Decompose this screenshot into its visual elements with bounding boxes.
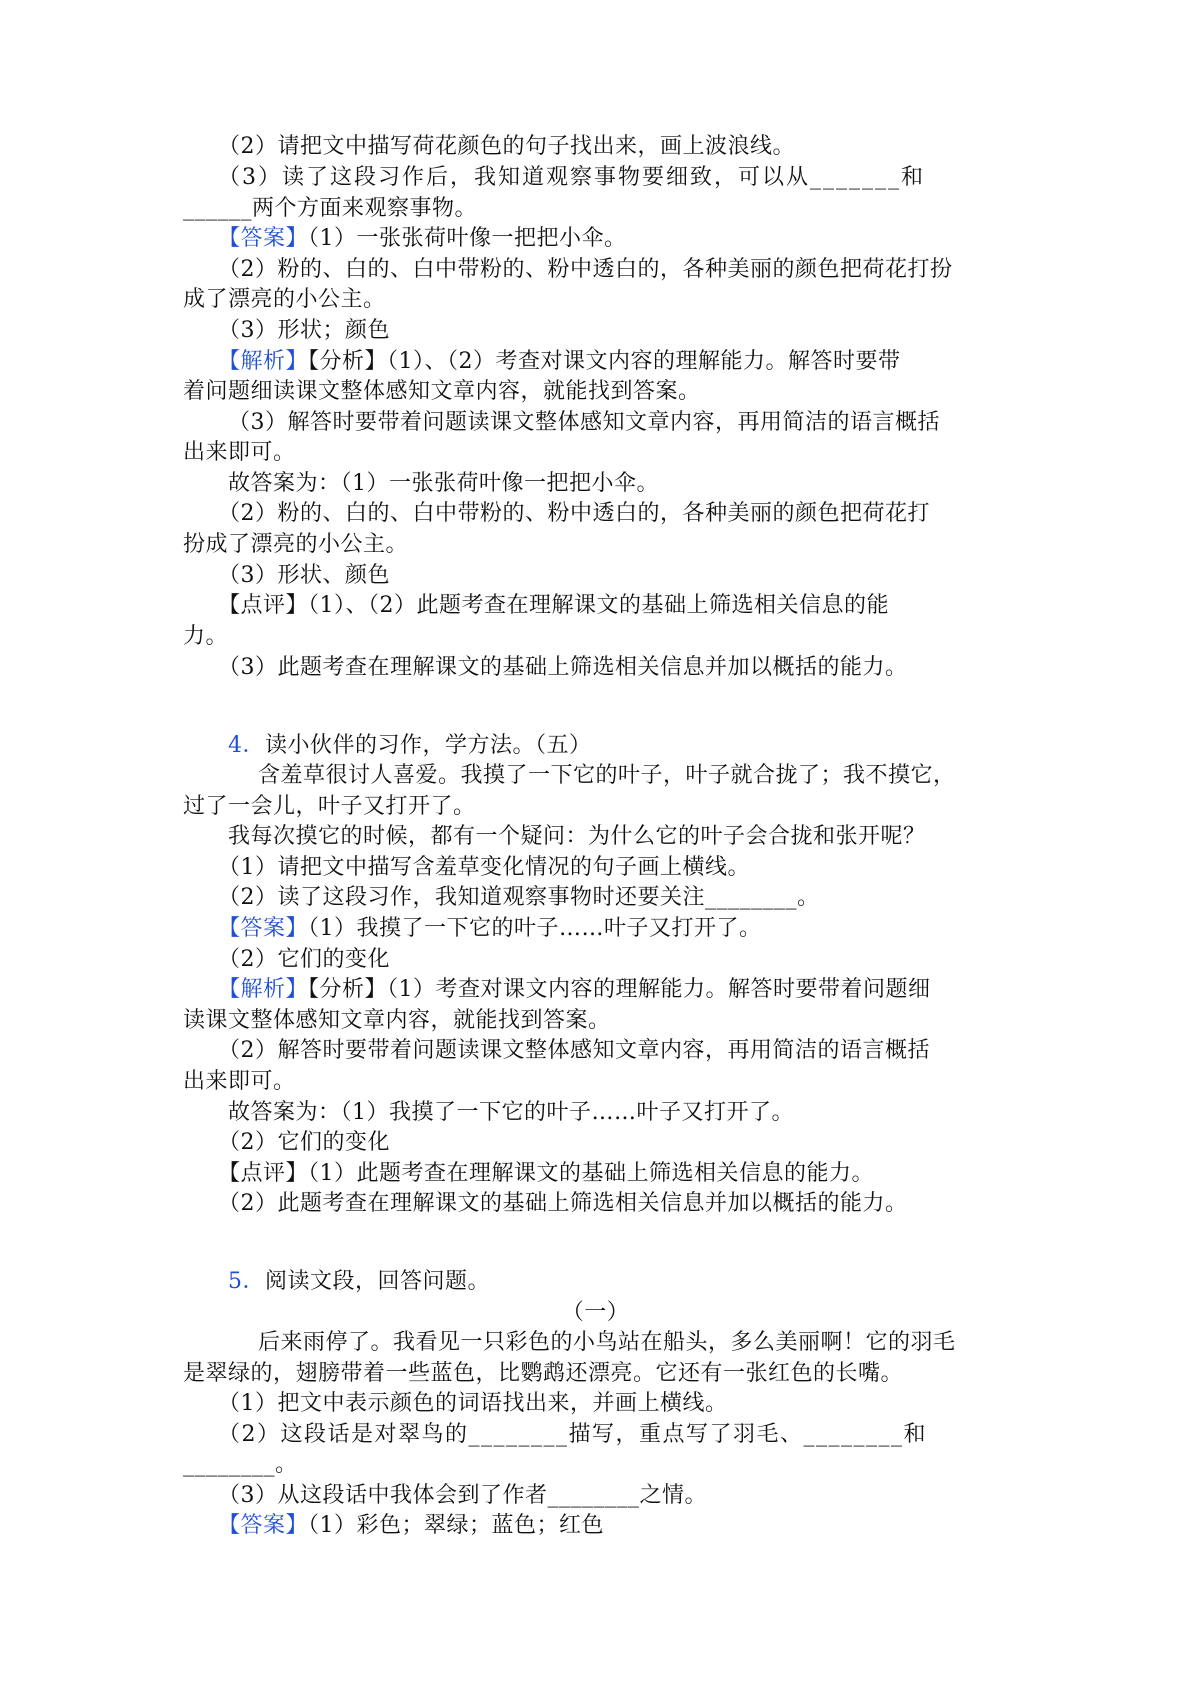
q3-comment-line-1-cont: 力。 — [183, 624, 229, 649]
q4-comment-line-1: 【点评】（1）此题考查在理解课文的基础上筛选相关信息的能力。 — [218, 1161, 874, 1186]
q4-sub-question-2: （2）读了这段习作，我知道观察事物时还要关注________。 — [218, 885, 820, 910]
q4-answer-line-2: （2）它们的变化 — [218, 947, 390, 972]
q3-final-answer-3: （3）形状、颜色 — [218, 563, 390, 588]
q4-final-answer-2: （2）它们的变化 — [218, 1130, 390, 1155]
q4-passage-line-1-cont: 过了一会儿，叶子又打开了。 — [183, 794, 476, 819]
q4-title-text: 读小伙伴的习作，学方法。（五） — [265, 733, 592, 758]
q3-comment-line-1: 【点评】（1）、（2）此题考查在理解课文的基础上筛选相关信息的能 — [218, 593, 889, 618]
q3-final-answer-2: （2）粉的、白的、白中带粉的、粉中透白的，各种美丽的颜色把荷花打 — [218, 501, 930, 526]
q4-sub-question-1: （1）请把文中描写含羞草变化情况的句子画上横线。 — [218, 855, 750, 880]
answer-tag: 【答案】 — [218, 226, 309, 251]
q5-sub-question-2: （2）这段话是对翠鸟的________描写，重点写了羽毛、________和 — [218, 1422, 927, 1447]
q3-sub-question-3: （3）读了这段习作后，我知道观察事物要细致，可以从_______和 — [218, 165, 925, 190]
q4-title — [228, 730, 1021, 761]
answer-tag: 【答案】 — [218, 1513, 309, 1538]
q3-answer-line-2: （2）粉的、白的、白中带粉的、粉中透白的，各种美丽的颜色把荷花打扮 — [218, 257, 953, 282]
q3-sub-question-3-cont: ______两个方面来观察事物。 — [183, 196, 478, 221]
q4-comment-line-2: （2）此题考查在理解课文的基础上筛选相关信息并加以概括的能力。 — [218, 1191, 908, 1216]
q3-analysis-line-2: （3）解答时要带着问题读课文整体感知文章内容，再用简洁的语言概括 — [228, 410, 940, 435]
q4-number: 4． — [228, 733, 265, 758]
q5-sub-question-1: （1）把文中表示颜色的词语找出来，并画上横线。 — [218, 1391, 728, 1416]
analysis-tag: 【解析】 — [218, 977, 309, 1002]
q4-final-answer-1: 故答案为：（1）我摸了一下它的叶子……叶子又打开了。 — [228, 1100, 794, 1125]
q5-part-heading: （一） — [561, 1300, 630, 1325]
q4-passage-line-2: 我每次摸它的时候，都有一个疑问：为什么它的叶子会合拢和张开呢？ — [228, 824, 926, 849]
q4-passage-line-1: 含羞草很讨人喜爱。我摸了一下它的叶子，叶子就合拢了；我不摸它， — [258, 763, 956, 788]
q3-analysis-line-1-cont: 着问题细读课文整体感知文章内容，就能找到答案。 — [183, 379, 701, 404]
answer-tag: 【答案】 — [218, 916, 309, 941]
q4-analysis-line-2: （2）解答时要带着问题读课文整体感知文章内容，再用简洁的语言概括 — [218, 1038, 930, 1063]
q3-comment-line-2: （3）此题考查在理解课文的基础上筛选相关信息并加以概括的能力。 — [218, 655, 908, 680]
q3-analysis-line-2-cont: 出来即可。 — [183, 440, 296, 465]
q4-analysis-line-1 — [218, 974, 1021, 1005]
q3-sub-question-2: （2）请把文中描写荷花颜色的句子找出来，画上波浪线。 — [218, 134, 795, 159]
analysis-text: 【分析】（1）、（2）考查对课文内容的理解能力。解答时要带 — [308, 349, 901, 374]
analysis-text: 【分析】（1）考查对课文内容的理解能力。解答时要带着问题细 — [308, 977, 931, 1002]
q3-answer-line-1 — [218, 223, 1021, 254]
q5-sub-question-3: （3）从这段话中我体会到了作者________之情。 — [218, 1483, 707, 1508]
q5-number: 5． — [228, 1269, 265, 1294]
q5-answer-line-1 — [218, 1510, 1021, 1541]
q3-answer-line-3: （3）形状；颜色 — [218, 318, 390, 343]
q3-final-answer-1: 故答案为：（1）一张张荷叶像一把把小伞。 — [228, 471, 659, 496]
q5-sub-question-2-cont: ________。 — [183, 1452, 298, 1477]
q3-answer-line-2-cont: 成了漂亮的小公主。 — [183, 287, 386, 312]
q4-analysis-line-2-cont: 出来即可。 — [183, 1069, 296, 1094]
q4-answer-line-1 — [218, 913, 1021, 944]
q3-final-answer-2-cont: 扮成了漂亮的小公主。 — [183, 532, 409, 557]
answer-text: （1）我摸了一下它的叶子……叶子又打开了。 — [308, 916, 762, 941]
q5-title-text: 阅读文段，回答问题。 — [265, 1269, 491, 1294]
answer-text: （1）一张张荷叶像一把把小伞。 — [308, 226, 627, 251]
q5-passage-line-1: 后来雨停了。我看见一只彩色的小鸟站在船头，多么美丽啊！它的羽毛 — [258, 1330, 956, 1355]
q5-passage-line-1-cont: 是翠绿的，翅膀带着一些蓝色，比鹦鹉还漂亮。它还有一张红色的长嘴。 — [183, 1361, 904, 1386]
q3-analysis-line-1 — [218, 346, 1021, 377]
q4-analysis-line-1-cont: 读课文整体感知文章内容，就能找到答案。 — [183, 1008, 611, 1033]
analysis-tag: 【解析】 — [218, 349, 309, 374]
q5-title — [228, 1266, 1021, 1297]
answer-text: （1）彩色；翠绿；蓝色；红色 — [308, 1513, 605, 1538]
